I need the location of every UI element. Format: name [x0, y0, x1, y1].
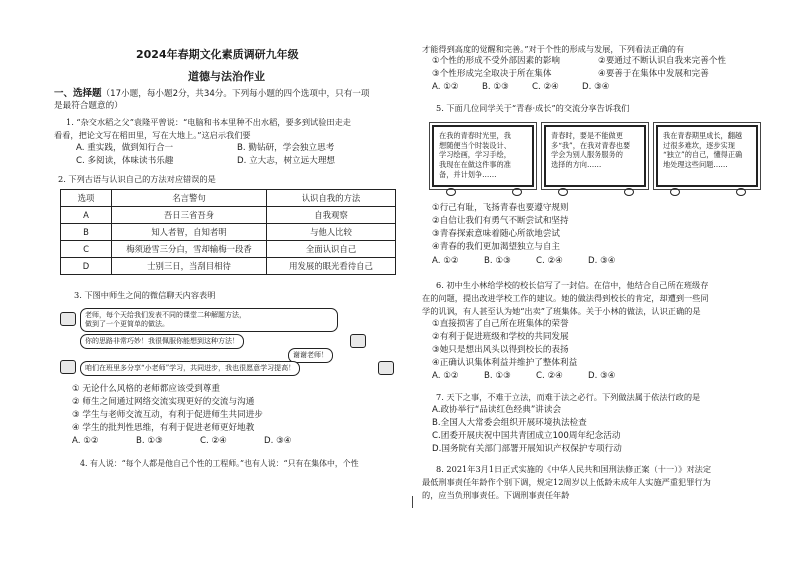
table-row	[61, 207, 396, 224]
q6-stem-line2: 在的问题，提出改进学校工作的建议。她的做法得到校长的肯定，却遭到一些同	[422, 293, 709, 303]
section-intro-text: （17小题，每小题2分，共34分。下列每小题的四个选项中，只有一项	[101, 89, 370, 99]
chat-text: 老师，每个天给我们发表不同的课堂二种解题方法，	[85, 311, 246, 319]
table-cell: 自我观察	[267, 207, 396, 224]
q5-choice-b[interactable]: B. ①③	[484, 256, 511, 266]
q3-option-3: ③ 学生与老师交流互动，有利于促进师生共同进步	[72, 410, 263, 420]
q1-stem-line1: 1. “杂交水稻之父”袁隆平曾说：“电脑和书本里种不出水稻，要多到试验田走走	[66, 117, 351, 127]
table-cell: C	[61, 241, 112, 258]
card-text: 选择的方向……	[551, 160, 602, 170]
q4-choice-c[interactable]: C. ②④	[532, 82, 559, 92]
table-row	[61, 258, 396, 275]
exam-subtitle: 道德与法治作业	[188, 70, 265, 83]
q1-option-d[interactable]: D. 立大志，树立远大理想	[237, 156, 336, 166]
table-row	[61, 224, 396, 241]
student-avatar-icon	[60, 360, 76, 374]
q4-choice-b[interactable]: B. ①③	[482, 82, 509, 92]
q3-option-1: ① 无论什么风格的老师都应该受到尊重	[72, 384, 220, 394]
q4-stem-line2: 才能得到高度的觉醒和完善。”对于个性的形成与发展，下列看法正确的有	[422, 44, 685, 54]
section-intro-line2: 是最符合题意的）	[54, 101, 123, 111]
q6-option-1: ①直接损害了自己所在班集体的荣誉	[432, 319, 569, 329]
q1-option-a[interactable]: A. 重实践，做到知行合一	[76, 143, 174, 153]
card-text: 过很多难坎，逐步实现	[663, 140, 735, 150]
right-column	[422, 0, 762, 561]
q5-card-2	[544, 125, 646, 187]
q1-stem-line2: 看看，把论文写在稻田里，写在大地上。”这启示我们要	[54, 130, 251, 140]
table-row	[61, 241, 396, 258]
q4-option-2: ②要通过不断认识自我来完善个性	[598, 56, 727, 66]
q6-option-2: ②有利于促进班级和学校的共同发展	[432, 332, 569, 342]
q6-option-3: ③她只是想出风头以得到校长的表扬	[432, 345, 569, 355]
table-header: 名言警句	[112, 190, 267, 207]
teacher-avatar-icon	[350, 334, 366, 348]
q2-table	[60, 189, 396, 275]
q6-choice-d[interactable]: D. ③④	[588, 371, 616, 381]
q5-option-2: ②自信让我们有勇气不断尝试和坚持	[432, 216, 569, 226]
card-text: 地处理这些问题……	[663, 160, 728, 170]
q7-option-b[interactable]: B.全国人大常委会组织开展环境执法检查	[432, 418, 587, 428]
card-text: 备，并计划争……	[439, 169, 497, 179]
scroll-ring-icon	[624, 188, 634, 196]
q6-stem-line1: 6. 初中生小林给学校的校长信写了一封信。在信中，他结合自己所在班级存	[436, 280, 709, 290]
card-text: 想随便当个时装设计、	[439, 140, 511, 150]
chat-bubble-teacher-2: 咱们在班里多分享“小老师”学习，共同进步，我也很愿意学习提高！	[80, 361, 300, 376]
table-cell: 吾日三省吾身	[112, 207, 267, 224]
q3-choice-b[interactable]: B. ①③	[136, 436, 163, 446]
q3-choice-c[interactable]: C. ②④	[200, 436, 227, 446]
q4-choice-a[interactable]: A. ①②	[432, 82, 459, 92]
q8-stem-line1: 8. 2021年3月1日正式实施的《中华人民共和国刑法修正案（十一）》对法定	[436, 464, 712, 474]
table-cell: 知人者智，自知者明	[112, 224, 267, 241]
q2-stem: 2. 下列古语与认识自己的方法对应错误的是	[58, 174, 216, 184]
scan-mark	[412, 496, 414, 508]
table-header: 认识自我的方法	[267, 190, 396, 207]
teacher-avatar-icon	[378, 361, 394, 375]
q5-choice-a[interactable]: A. ①②	[432, 256, 459, 266]
chat-text: 做到了一个更简单的做法。	[85, 320, 169, 329]
q7-option-d[interactable]: D.国务院有关部门部署开展知识产权保护专项行动	[432, 444, 622, 454]
chat-bubble-student-1	[80, 308, 338, 332]
q5-card-1	[432, 125, 534, 187]
scroll-ring-icon	[736, 188, 746, 196]
q8-stem-line2: 最低刑事责任年龄作个别下调，规定12周岁以上低龄未成年人实施严重犯罪行为	[422, 477, 711, 487]
card-text: 我在青春期里成长，翻越	[663, 131, 743, 140]
q4-option-1: ①个性的形成不受外部因素的影响	[432, 56, 561, 66]
q1-option-c[interactable]: C. 多阅读，体味读书乐趣	[76, 156, 174, 166]
table-cell: 用发展的眼光看待自己	[267, 258, 396, 275]
chat-bubble-teacher-1: 你的思路非常巧妙！我很佩服你能想到这种方法！	[80, 334, 244, 349]
table-header: 选项	[61, 190, 112, 207]
wechat-screenshot	[60, 308, 396, 374]
card-text: 我现在在做这件事的准	[439, 160, 511, 170]
table-header-row	[61, 190, 396, 207]
card-text: 青春时，要是不能做更	[551, 131, 623, 140]
q5-stem: 5. 下面几位同学关于“青春·成长”的交流分享告诉我们	[436, 103, 630, 113]
q3-option-4: ④ 学生的批判性思维，有利于促进老师更好地教	[72, 423, 255, 433]
q7-option-c[interactable]: C.团委开展庆祝中国共青团成立100周年纪念活动	[432, 431, 621, 441]
table-cell: D	[61, 258, 112, 275]
card-text: 学习绘画，学习手绘，	[439, 150, 511, 160]
q4-choice-d[interactable]: D. ③④	[582, 82, 610, 92]
section-intro-line1	[54, 88, 369, 100]
q3-stem: 3. 下图中师生之间的微信聊天内容表明	[74, 290, 216, 300]
table-cell: B	[61, 224, 112, 241]
table-cell: 梅须逊雪三分白，雪却输梅一段香	[112, 241, 267, 258]
q5-option-4: ④青春的我们更加渴望独立与自主	[432, 242, 561, 252]
q6-option-4: ④正确认识集体利益并维护了整体利益	[432, 358, 578, 368]
q4-option-4: ④要善于在集体中发展和完善	[598, 69, 709, 79]
table-cell: A	[61, 207, 112, 224]
q5-card-3	[656, 125, 758, 187]
chat-bubble-student-2: 谢谢老师！	[288, 348, 333, 363]
q8-stem-line3: 的，应当负刑事责任。下调刑事责任年龄	[422, 490, 570, 500]
scroll-ring-icon	[558, 188, 568, 196]
scroll-ring-icon	[670, 188, 680, 196]
q5-option-3: ③青春探索意味着随心所欲地尝试	[432, 229, 561, 239]
q6-choice-a[interactable]: A. ①②	[432, 371, 459, 381]
section-heading: 一、选择题	[54, 88, 102, 99]
q4-stem-line1: 4. 有人说：“每个人都是他自己个性的工程师。”也有人说：“只有在集体中，个性	[80, 459, 359, 468]
card-text: 在我的青春时光里，我	[439, 131, 511, 140]
card-text: “独立”的自己，懂得正确	[663, 150, 743, 160]
table-cell: 与他人比较	[267, 224, 396, 241]
table-cell: 全面认识自己	[267, 241, 396, 258]
q5-option-1: ①行己有耻，飞扬青春也要遵守规则	[432, 203, 569, 213]
q3-option-2: ② 师生之间通过网络交流实现更好的交流与沟通	[72, 397, 255, 407]
q3-choice-a[interactable]: A. ①②	[72, 436, 99, 446]
q5-choice-d[interactable]: D. ③④	[588, 256, 616, 266]
q6-choice-c[interactable]: C. ②④	[536, 371, 563, 381]
q1-option-b[interactable]: B. 勤钻研，学会独立思考	[237, 143, 335, 153]
q6-stem-line3: 学的讥讽，有人甚至认为她“出卖”了班集体。关于小林的做法，认识正确的是	[422, 306, 701, 316]
table-cell: 士别三日，当刮目相待	[112, 258, 267, 275]
left-column	[52, 0, 404, 561]
q7-option-a[interactable]: A.政协举行“品读红色经典”讲读会	[432, 405, 562, 415]
card-text: 学会为别人服务服务的	[551, 150, 623, 160]
q5-choice-c[interactable]: C. ②④	[536, 256, 563, 266]
scroll-ring-icon	[512, 188, 522, 196]
q4-option-3: ③个性形成完全取决于所在集体	[432, 69, 552, 79]
q3-choice-d[interactable]: D. ③④	[264, 436, 292, 446]
scroll-ring-icon	[446, 188, 456, 196]
card-text: 多“我”，在我对青春也要	[551, 140, 631, 150]
student-avatar-icon	[60, 312, 76, 326]
exam-title: 2024年春期文化素质调研九年级	[136, 48, 299, 61]
q6-choice-b[interactable]: B. ①③	[484, 371, 511, 381]
q7-stem: 7. 天下之事，不难于立法，而难于法之必行。下列做法属于依法行政的是	[436, 392, 701, 402]
